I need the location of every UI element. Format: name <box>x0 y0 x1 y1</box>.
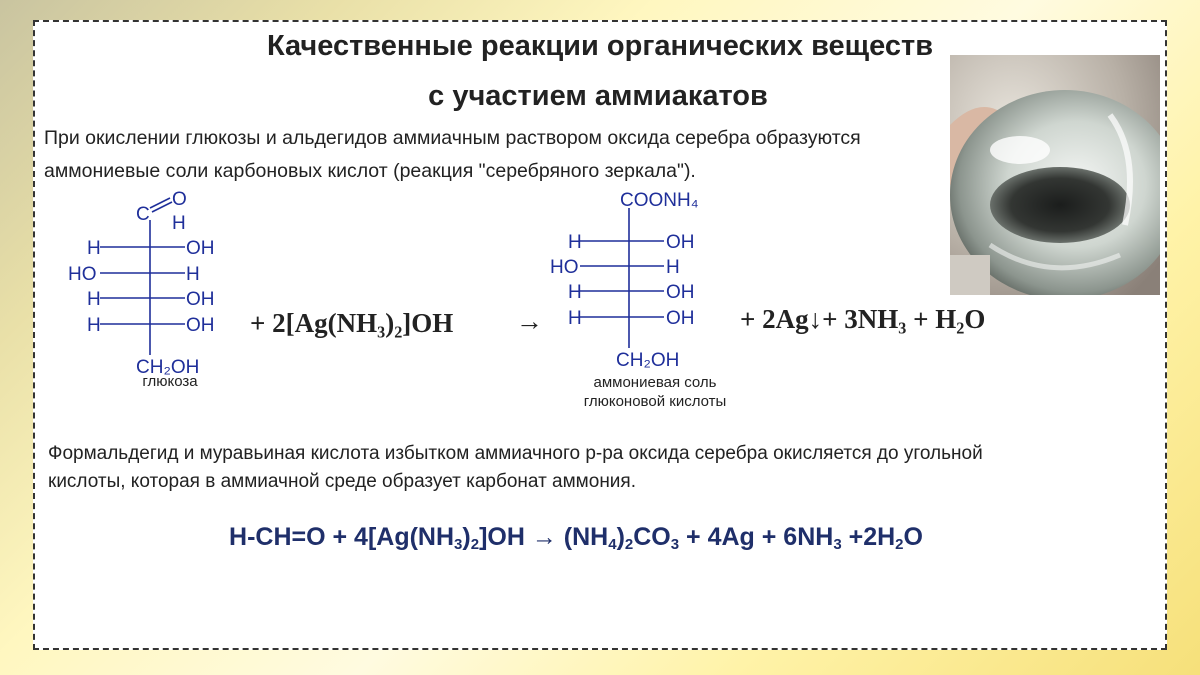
glucose-row1-left: H <box>87 238 101 259</box>
gluconate-row3-right: OH <box>666 282 695 303</box>
glucose-top-c: C <box>136 204 150 225</box>
glucose-row4-left: H <box>87 315 101 336</box>
slide-title-line2: с участием аммиакатов <box>428 80 768 112</box>
glucose-caption: глюкоза <box>142 373 198 390</box>
gluconate-row2-right: H <box>666 257 680 278</box>
intro-paragraph <box>44 122 944 188</box>
glucose-bottom: CH₂OH <box>136 357 200 378</box>
gluconate-row4-right: OH <box>666 308 695 329</box>
intro-line1: При окислении глюкозы и альдегидов аммиачным раствором оксида серебра образуются <box>44 127 861 149</box>
glucose-row4-right: OH <box>186 315 215 336</box>
formaldehyde-line1: Формальдегид и муравьиная кислота избытком аммиачного р-ра оксида серебра окисляется до угольной <box>48 443 983 464</box>
gluconate-row1-left: H <box>568 232 582 253</box>
formaldehyde-paragraph <box>48 440 1128 496</box>
gluconate-caption-line2: глюконовой кислоты <box>583 393 727 410</box>
products-text: + 2Ag↓+ 3NH₃ + H₂O <box>740 304 986 334</box>
formaldehyde-line2: кислоты, которая в аммиачной среде образует карбонат аммония. <box>48 471 636 492</box>
gluconate-caption-line1: аммониевая соль <box>593 374 717 391</box>
glucose-row3-right: OH <box>186 289 215 310</box>
gluconate-row1-right: OH <box>666 232 695 253</box>
gluconate-structure <box>546 180 726 380</box>
silver-mirror-flask-photo <box>950 55 1160 295</box>
glucose-top-h: H <box>172 213 186 234</box>
gluconate-row3-left: H <box>568 282 582 303</box>
slide-title-line1: Качественные реакции органических веществ <box>266 30 934 62</box>
glucose-structure <box>60 180 240 380</box>
glucose-row2-left: HO <box>68 264 97 285</box>
reaction-arrow: → <box>516 306 543 336</box>
gluconate-top: COONH₄ <box>620 190 699 211</box>
reagent-text: + 2[Ag(NH₃)₂]OH <box>250 308 454 338</box>
gluconate-row4-left: H <box>568 308 582 329</box>
formaldehyde-equation: $H-CH=O + 4[Ag(NH_3)_2]OH \to (NH_4)_2CO_3 + 4Ag + 6NH_3 +2H_2O$ <box>229 523 923 553</box>
intro-line2: аммониевые соли карбоновых кислот (реакция "серебряного зеркала"). <box>44 160 696 182</box>
gluconate-row2-left: HO <box>550 257 579 278</box>
gluconate-bottom: CH₂OH <box>616 350 680 371</box>
glucose-top-o: O <box>172 189 187 210</box>
gluconate-caption <box>555 373 755 411</box>
glucose-row1-right: OH <box>186 238 215 259</box>
glucose-row3-left: H <box>87 289 101 310</box>
glucose-row2-right: H <box>186 264 200 285</box>
